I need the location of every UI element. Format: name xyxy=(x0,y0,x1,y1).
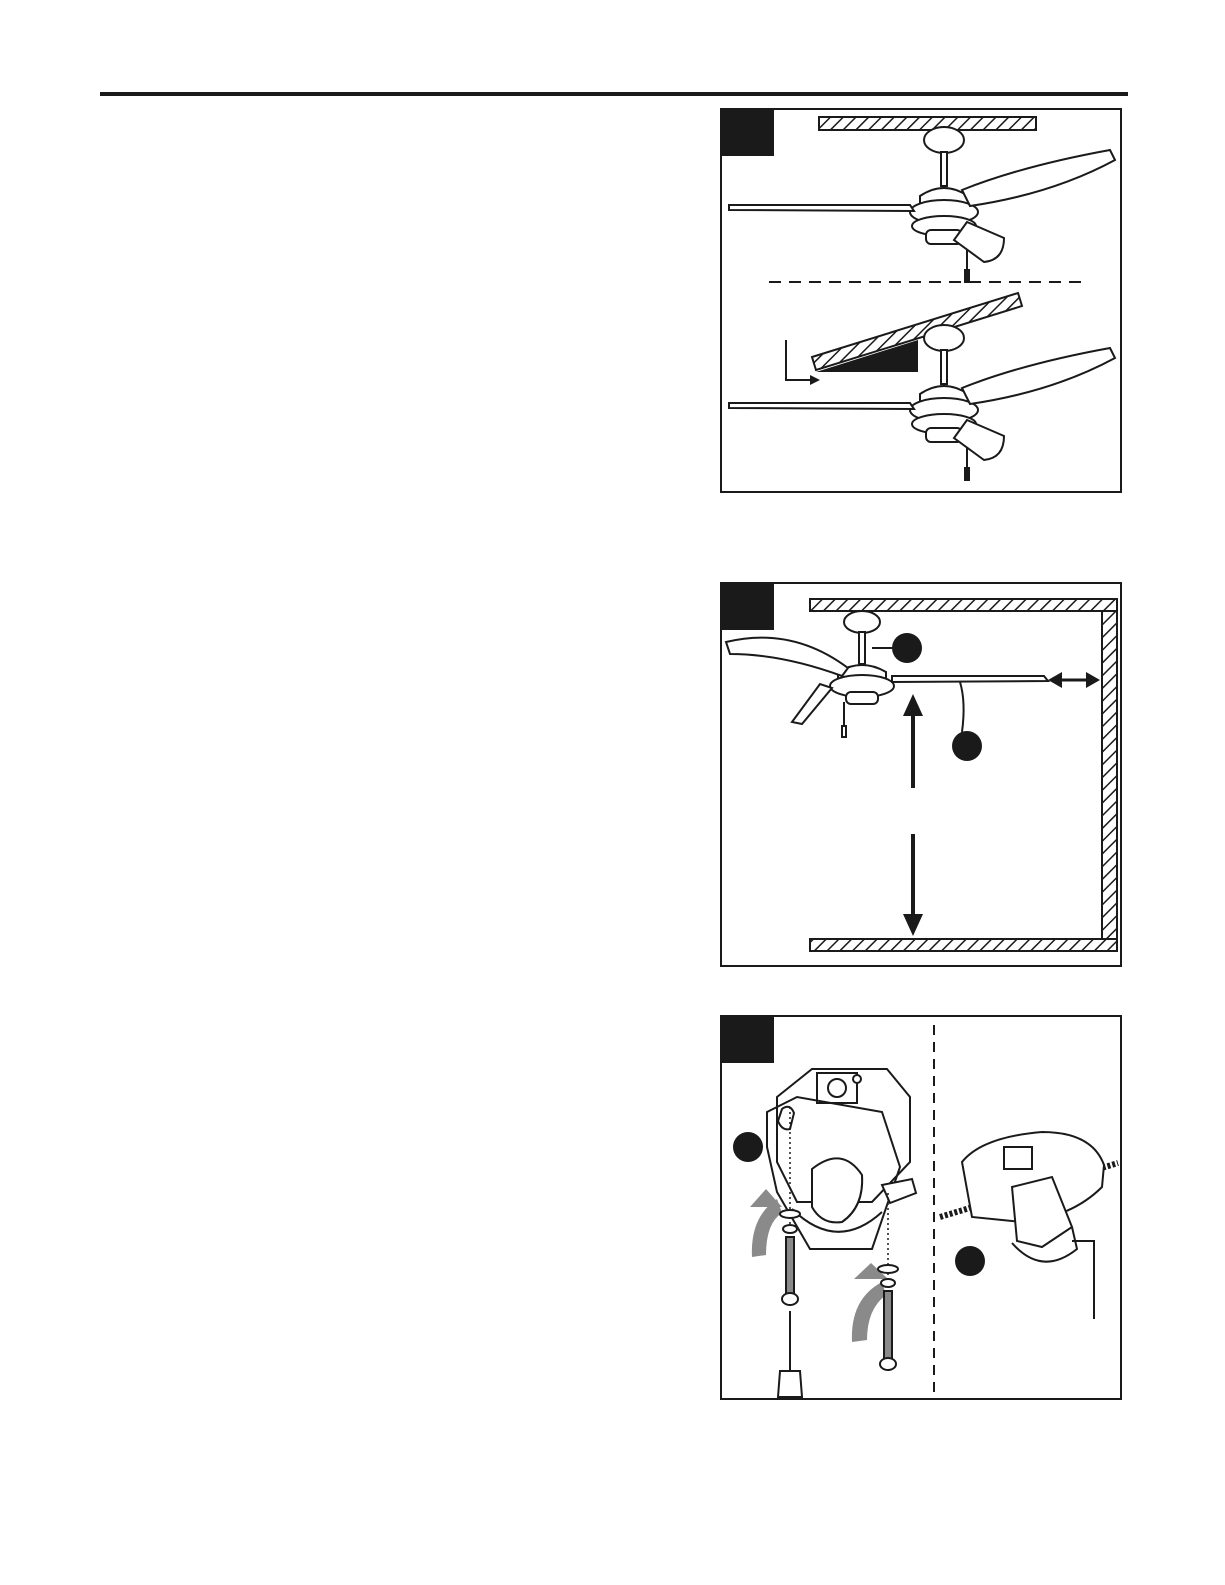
slope-pointer-arrowhead xyxy=(810,375,820,385)
callout-dot-blade xyxy=(952,731,982,761)
top-rule xyxy=(100,92,1128,96)
callout-dot-bracket xyxy=(955,1246,985,1276)
callout-line-blade xyxy=(960,682,964,732)
figure-1-panel xyxy=(720,108,1122,493)
installed-bracket xyxy=(940,1132,1118,1262)
room-floor xyxy=(810,939,1117,951)
ceiling-fan-in-room xyxy=(726,611,1048,737)
insert-arrow-left xyxy=(752,1199,782,1257)
room-ceiling xyxy=(810,599,1117,611)
figure-2-illustration xyxy=(722,584,1122,967)
slope-pointer-line xyxy=(786,340,810,380)
wall-clearance-arrowhead-left xyxy=(1048,672,1062,688)
figure-2-panel xyxy=(720,582,1122,967)
insert-arrow-right xyxy=(852,1282,886,1342)
screwdriver xyxy=(778,1311,802,1397)
figure-3-illustration xyxy=(722,1017,1122,1400)
text-column-blank xyxy=(100,110,690,1410)
floor-clearance-arrowhead-down xyxy=(903,914,923,936)
ceiling-fan-flat xyxy=(729,127,1115,282)
ceiling-flat xyxy=(819,117,1036,130)
callout-dot-outlet-box xyxy=(733,1132,763,1162)
room-wall xyxy=(1102,611,1117,951)
screw-left xyxy=(780,1210,800,1305)
figure-1-illustration xyxy=(722,110,1122,493)
figure-3-panel xyxy=(720,1015,1122,1400)
floor-clearance-arrowhead-up xyxy=(903,694,923,716)
wall-clearance-arrowhead-right xyxy=(1086,672,1100,688)
callout-line-screw xyxy=(1072,1241,1094,1319)
screw-right xyxy=(878,1265,898,1370)
callout-dot-downrod xyxy=(892,633,922,663)
